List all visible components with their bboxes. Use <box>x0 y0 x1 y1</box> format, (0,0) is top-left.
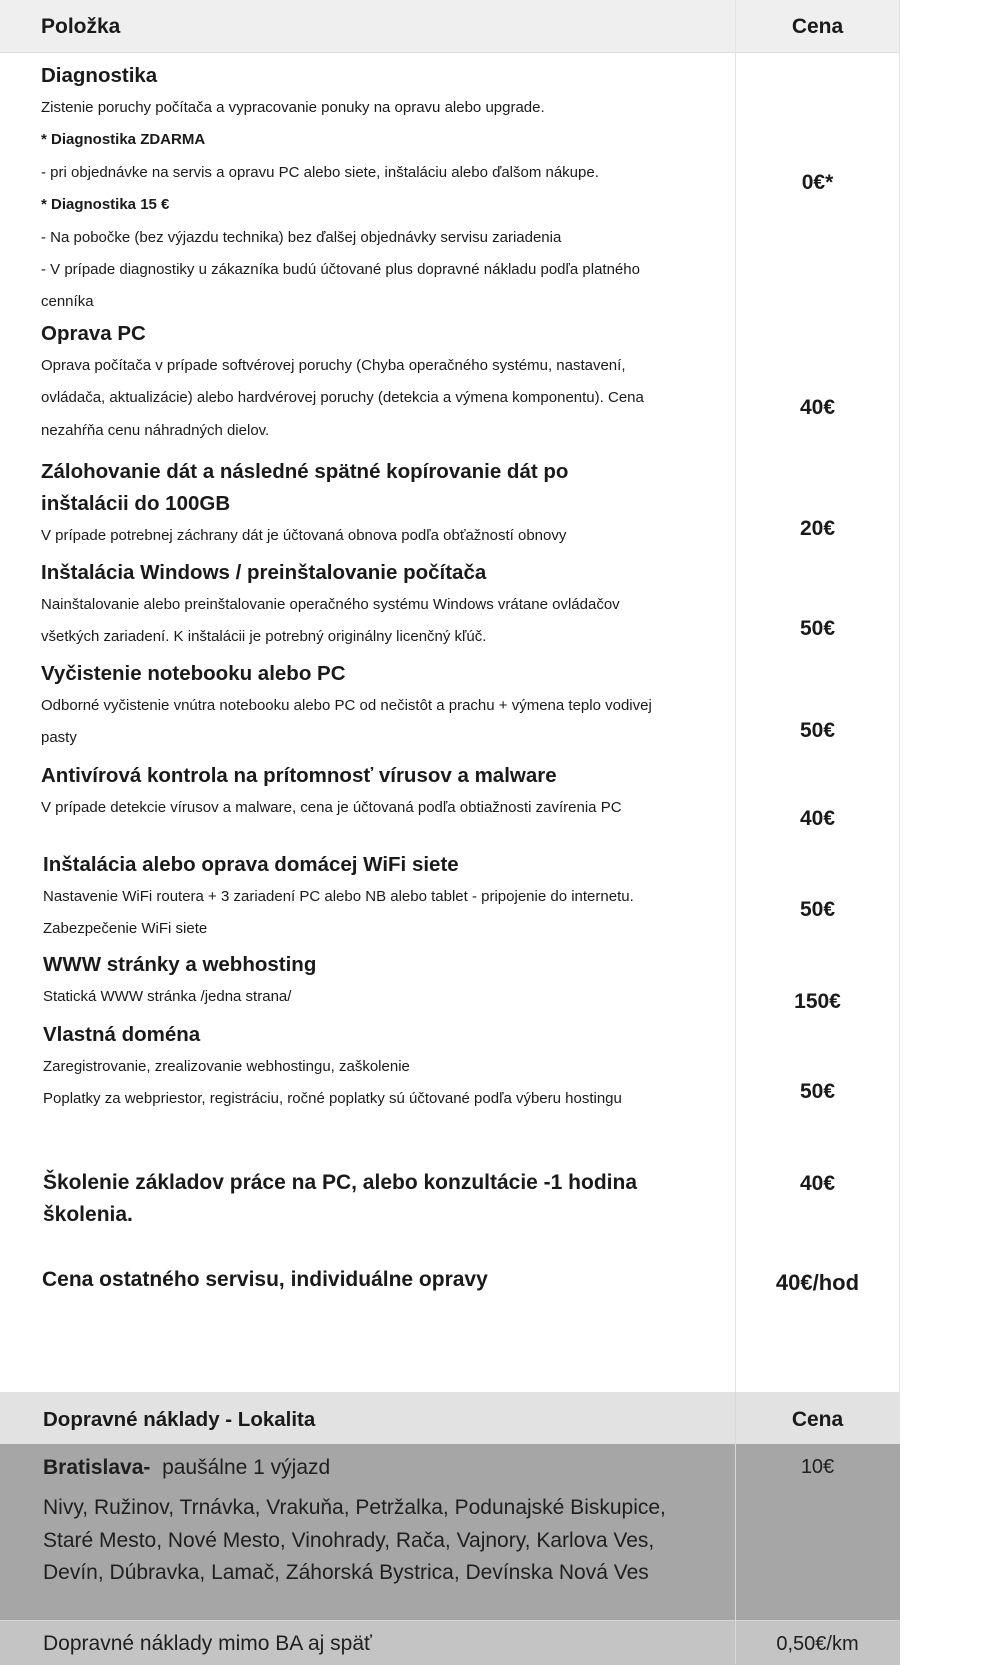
item-line: V prípade detekcie vírusov a malware, cena je účtovaná podľa obtiažnosti zavírenia PC <box>41 799 622 816</box>
item-line: - pri objednávke na servis a opravu PC alebo siete, inštaláciu alebo ďalšom nákupe. <box>41 163 599 181</box>
item-price: 20€ <box>799 517 836 540</box>
item-line: V prípade potrebnej záchrany dát je účtovaná obnova podľa obťažností obnovy <box>41 527 567 544</box>
item-antivirova-kontrola <box>41 760 681 824</box>
item-www <box>43 949 683 1013</box>
item-price: 150€ <box>794 990 841 1013</box>
item-domena <box>43 1019 683 1116</box>
item-line: * Diagnostika 15 € <box>41 196 170 214</box>
item-price: 50€ <box>799 617 836 640</box>
item-line: - V prípade diagnostiky u zákazníka budú účtované plus dopravné nákladu podľa platného <box>41 261 640 279</box>
item-line: pasty <box>41 729 77 747</box>
item-title: Antivírová kontrola na prítomnosť vírusov a malware <box>41 764 557 787</box>
item-title: Vlastná doména <box>43 1023 201 1046</box>
item-line: Nainštalovanie alebo preinštalovanie operačného systému Windows vrátane ovládačov <box>41 596 620 613</box>
item-line: ovládača, aktualizácie) alebo hardvérovej poruchy (detekcia a výmena komponentu). Cena <box>41 389 644 407</box>
table-header <box>0 0 900 53</box>
districts-line: Staré Mesto, Nové Mesto, Vinohrady, Rača, Vajnory, Karlova Ves, <box>43 1528 655 1552</box>
item-price: 40€ <box>799 396 836 419</box>
item-line: - Na pobočke (bez výjazdu technika) bez ďalšej objednávky servisu zariadenia <box>41 228 562 246</box>
transport-item-column-header: Dopravné náklady - Lokalita <box>43 1408 316 1431</box>
item-line: Zaregistrovanie, zrealizovanie webhostingu, zaškolenie <box>43 1058 410 1075</box>
item-title-line1: Zálohovanie dát a následné spätné kopírovanie dát po <box>41 460 569 483</box>
item-title: Inštalácia alebo oprava domácej WiFi siete <box>43 853 459 876</box>
transport-column-divider <box>735 1392 736 1664</box>
item-title: Inštalácia Windows / preinštalovanie počítača <box>41 561 487 584</box>
item-instalacia-windows <box>41 557 681 654</box>
item-title-line1: Školenie základov práce na PC, alebo konzultácie -1 hodina <box>43 1171 638 1194</box>
item-line: Odborné vyčistenie vnútra notebooku alebo PC od nečistôt a prachu + výmena teplo vodivej <box>41 697 652 714</box>
item-price: 40€/hod <box>775 1270 860 1295</box>
bratislava-price: 10€ <box>800 1456 835 1478</box>
transport-header <box>0 1392 900 1444</box>
item-title: Cena ostatného servisu, individuálne opravy <box>42 1268 488 1291</box>
bratislava-note: paušálne 1 výjazd <box>162 1456 331 1479</box>
item-price: 40€ <box>799 807 836 830</box>
item-title: WWW stránky a webhosting <box>43 953 317 976</box>
item-price: 50€ <box>799 1080 836 1103</box>
bratislava-heading <box>43 1452 723 1485</box>
bratislava-districts <box>43 1492 723 1590</box>
outside-ba-label: Dopravné náklady mimo BA aj späť <box>43 1632 372 1655</box>
bratislava-city: Bratislava- <box>43 1456 151 1479</box>
item-line: Statická WWW stránka /jedna strana/ <box>43 988 292 1005</box>
districts-line: Devín, Dúbravka, Lamač, Záhorská Bystrica, Devínska Nová Ves <box>43 1561 649 1584</box>
transport-price-column-header: Cena <box>791 1408 844 1431</box>
item-line: Poplatky za webpriestor, registráciu, ročné poplatky sú účtované podľa výberu hostingu <box>43 1090 622 1108</box>
item-line: nezahŕňa cenu náhradných dielov. <box>41 421 270 439</box>
item-title: Vyčistenie notebooku alebo PC <box>41 662 346 685</box>
item-line: Zabezpečenie WiFi siete <box>43 920 208 938</box>
item-line: všetkých zariadení. K inštalácii je potrebný originálny licenčný kľúč. <box>41 628 487 646</box>
item-vycistenie <box>41 658 681 755</box>
districts-line: Nivy, Ružinov, Trnávka, Vrakuňa, Petržalka, Podunajské Biskupice, <box>43 1496 666 1519</box>
item-diagnostika <box>41 60 681 319</box>
item-line: cenníka <box>41 293 94 311</box>
item-skolenie <box>43 1167 703 1231</box>
item-line: Oprava počítača v prípade softvérovej poruchy (Chyba operačného systému, nastavení, <box>41 357 626 374</box>
outside-ba-price: 0,50€/km <box>776 1633 859 1655</box>
item-line: * Diagnostika ZDARMA <box>41 131 206 149</box>
item-price: 50€ <box>799 719 836 742</box>
item-price: 50€ <box>799 898 836 921</box>
item-title: Oprava PC <box>41 322 146 345</box>
item-wifi <box>43 849 683 946</box>
item-ostatny-servis <box>42 1264 682 1296</box>
item-price: 0€* <box>801 171 834 194</box>
item-title: Diagnostika <box>41 64 158 87</box>
item-line: Zistenie poruchy počítača a vypracovanie ponuky na opravu alebo upgrade. <box>41 99 545 116</box>
item-zalohovanie <box>41 456 681 552</box>
item-title-line2: inštalácii do 100GB <box>41 492 231 515</box>
item-line: Nastavenie WiFi routera + 3 zariadení PC alebo NB alebo tablet - pripojenie do internetu. <box>43 888 634 905</box>
item-price: 40€ <box>799 1172 836 1195</box>
item-oprava-pc <box>41 318 681 447</box>
price-column-header: Cena <box>791 15 844 38</box>
item-column-header: Položka <box>41 15 121 38</box>
item-title-line2: školenia. <box>43 1203 133 1226</box>
